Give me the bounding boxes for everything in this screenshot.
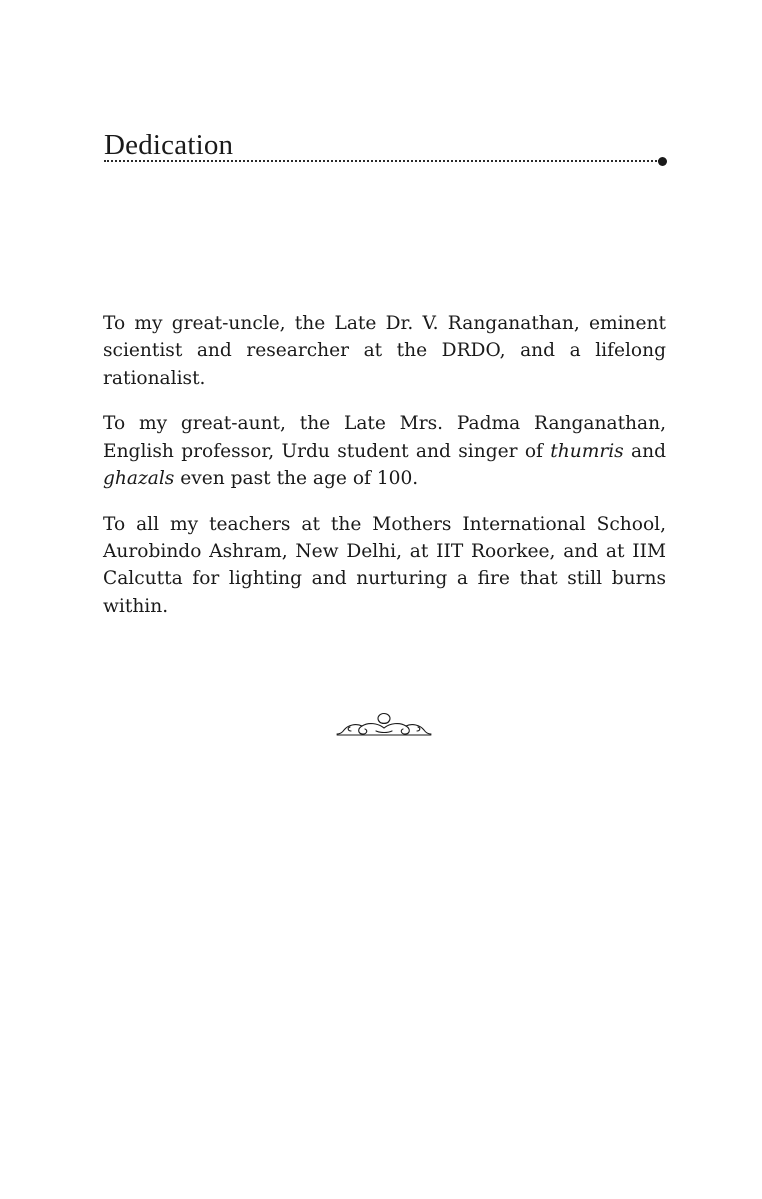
paragraph-2-text-c: even past the age of 100. xyxy=(174,467,419,489)
page-title: Dedication xyxy=(104,129,234,161)
dedication-body xyxy=(103,310,666,638)
paragraph-2-italic-thumris: thumris xyxy=(550,440,624,462)
rule-end-dot xyxy=(658,157,667,166)
dedication-paragraph-3: To all my teachers at the Mothers International School, Aurobindo Ashram, New Delhi, at IIT Roorkee, and at IIM Calcutta for lighting and nurturing a fire that still burns within. xyxy=(103,513,666,617)
paragraph-2-italic-ghazals: ghazals xyxy=(103,467,175,489)
dedication-paragraph-1: To my great-uncle, the Late Dr. V. Ranganathan, eminent scientist and researcher at the DRDO, and a lifelong rationalist. xyxy=(103,313,666,389)
paragraph-2-text-b: and xyxy=(623,440,667,462)
dotted-rule xyxy=(104,160,660,162)
paragraph-2-text-a: To my great-aunt, the Late Mrs. Padma Ranganathan, English professor, Urdu student and singer of xyxy=(103,413,666,462)
dedication-paragraph-2 xyxy=(103,410,666,492)
scroll-flourish-icon xyxy=(336,711,432,739)
